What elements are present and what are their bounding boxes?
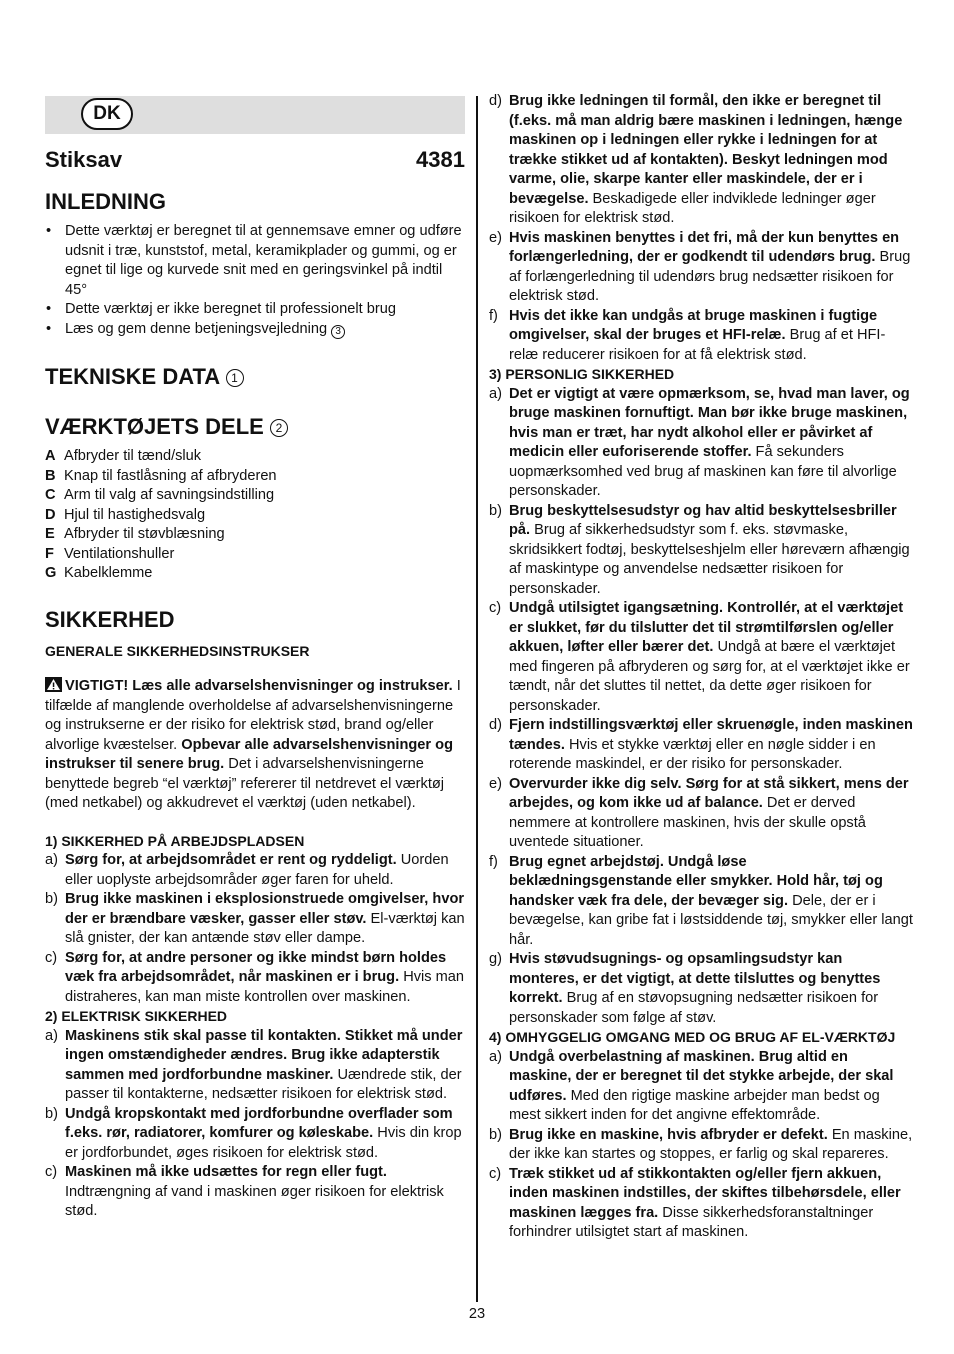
item-label: c): [45, 949, 58, 966]
safety-item: [489, 385, 913, 502]
list-item: F Ventilationshuller: [45, 545, 175, 562]
item-text: Hvis maskinen benyttes i det fri, må der kun benyttes en forlængerledning, der er godkendt til udendørs brug. Brug af forlængerledning til udendørs brug nedsætter risikoen for elektrisk stød.: [509, 229, 911, 304]
electrical-continued: [489, 92, 913, 365]
item-label: a): [45, 852, 58, 868]
item-label: d): [489, 93, 502, 109]
item-label: b): [489, 1126, 502, 1143]
subheading-general: GENERALE SIKKERHEDSINSTRUKSER: [45, 642, 310, 659]
column-divider: [476, 96, 478, 1302]
safety-item: [489, 775, 913, 853]
safety-item: [489, 1048, 913, 1126]
item-text: Maskinens stik skal passe til kontakten. Stikket må under ingen omstændigheder ændres. Brug ikke adapterstik sammen med jordforbundne maskiner. Uændrede stik, der passer til kontakterne, nedsætter risikoen for elektrisk stød.: [65, 1027, 463, 1102]
left-safety-sections: [45, 832, 465, 1222]
safety-item: [489, 853, 913, 951]
safety-item: [489, 229, 913, 307]
list-item: A Afbryder til tænd/sluk: [45, 448, 202, 464]
right-safety-sections: [489, 365, 913, 1243]
page-number: 23: [468, 1306, 486, 1322]
figure-ref: 3: [331, 325, 345, 339]
section-heading: 4) OMHYGGELIG OMGANG MED OG BRUG AF EL-VÆRKTØJ: [489, 1029, 896, 1045]
item-label: c): [489, 1165, 502, 1182]
list-item: G Kabelklemme: [45, 565, 153, 581]
item-text: Brug ikke maskinen i eksplosionstruede omgivelser, hvor der er brændbare væsker, gasser eller støv. El-værktøj kan slå gnister, der kan antænde støv eller dampe.: [65, 891, 465, 946]
language-badge: DK: [81, 98, 133, 130]
safety-item: [489, 1126, 913, 1165]
item-text: Brug ikke en maskine, hvis afbryder er defekt. En maskine, der ikke kan startes og stoppes, er farlig og skal repareres.: [509, 1126, 913, 1162]
safety-item: [45, 1105, 465, 1164]
item-label: f): [489, 307, 498, 324]
item-label: e): [489, 229, 502, 246]
item-text: Undgå utilsigtet igangsætning. Kontrollér, at el værktøjet er slukket, før du tilslutter det til strømtilførslen og/eller akkuen, løfter eller bærer det. Undgå at bære el værktøjet med fingeren på afbryderen og sørg for, at el værktøjet ikke er tændt, når det sluttes til nettet, da dette øger risikoen for personskader.: [509, 600, 910, 714]
list-item: D Hjul til hastighedsvalg: [45, 506, 206, 523]
section-heading: 3) PERSONLIG SIKKERHED: [489, 366, 675, 382]
list-item: • Dette værktøj er beregnet til at gennemsave emner og udføre udsnit i træ, kunststof, metal, keramikplader og gummi, og er egnet til lige og kurvede snit med en geringsvinkel på indtil 45°: [45, 222, 465, 300]
item-text: Træk stikket ud af stikkontakten og/eller fjern akkuen, inden maskinen indstilles, der skiftes tilbehørsdele, eller maskinen lægges fra. Disse sikkerhedsforanstaltninger forhindrer utilsigtet start af maskinen.: [509, 1165, 901, 1240]
item-label: a): [489, 1048, 502, 1065]
list-item: C Arm til valg af savningsindstilling: [45, 487, 275, 503]
section-heading: 2) ELEKTRISK SIKKERHED: [45, 1008, 228, 1024]
item-label: b): [45, 1105, 58, 1122]
item-text: Maskinen må ikke udsættes for regn eller fugt. Indtrængning af vand i maskinen øger risikoen for elektrisk stød.: [65, 1164, 444, 1219]
item-label: g): [489, 951, 502, 967]
product-name: Stiksav: [45, 147, 123, 172]
left-column: [45, 96, 465, 1222]
heading-dele: VÆRKTØJETS DELE 2: [45, 413, 465, 441]
list-item: • Læs og gem denne betjeningsvejledning 3: [45, 320, 465, 340]
safety-item: [489, 950, 913, 1028]
language-bar: [45, 96, 465, 134]
safety-item: [489, 502, 913, 600]
item-text: Brug ikke ledningen til formål, den ikke er beregnet til (f.eks. må man aldrig bære maskinen i ledningen, hænge maskinen op i ledningen eller rykke i ledningen for at trække stikket ud af kontakten). Beskyt ledningen mod varme, olie, skarpe kanter eller maskindele, der er i bevægelse. Beskadigede eller indviklede ledninger øger risikoen for elektrisk stød.: [509, 93, 903, 226]
item-text: Hvis støvudsugnings- og opsamlingsudstyr kan monteres, er det vigtigt, at dette tilsluttes og benyttes korrekt. Brug af en støvopsugning nedsætter risikoen for personskader som følge af støv.: [509, 951, 881, 1026]
section-heading: 1) SIKKERHED PÅ ARBEJDSPLADSEN: [45, 832, 305, 849]
item-text: Brug egnet arbejdstøj. Undgå løse beklædningsgenstande eller smykker. Hold hår, tøj og handsker væk fra dele, der bevæger sig. Dele, der er i bevægelse, kan gribe fat i løstsiddende tøj, smykker eller langt hår.: [509, 853, 913, 948]
safety-item: [45, 949, 465, 1008]
item-label: a): [45, 1027, 58, 1044]
list-item: • Dette værktøj er ikke beregnet til professionelt brug: [45, 300, 465, 320]
heading-sikkerhed: SIKKERHED: [45, 606, 175, 632]
item-label: d): [489, 717, 502, 733]
item-label: c): [45, 1164, 58, 1180]
item-label: b): [489, 502, 502, 519]
item-text: Det er vigtigt at være opmærksom, se, hvad man laver, og bruge maskinen fornuftigt. Man bør ikke bruge maskinen, hvis man er træt, har nydt alkohol eller er påvirket af medicin eller euforiserende stoffer. Få sekunders uopmærksomhed ved brug af maskinen kan føre til alvorlige personskader.: [509, 385, 910, 499]
figure-ref: 2: [270, 419, 288, 437]
safety-item: [489, 716, 913, 775]
item-text: Hvis det ikke kan undgås at bruge maskinen i fugtige omgivelser, skal der bruges et HFI-relæ. Brug af et HFI-relæ reducerer risikoen for at få elektrisk stød.: [509, 307, 886, 363]
item-text: Sørg for, at andre personer og ikke mindst børn holdes væk fra arbejdsområdet, når maskinen er i brug. Hvis man distraheres, kan man miste kontrollen over maskinen.: [65, 949, 465, 1005]
item-text: Overvurder ikke dig selv. Sørg for at stå sikkert, mens der arbejdes, og kom ikke ud af balance. Det er derved nemmere at kontrollere maskinen, hvis der skulle opstå uventede situationer.: [509, 775, 909, 850]
safety-item: [45, 1027, 465, 1105]
list-item: E Afbryder til støvblæsning: [45, 526, 225, 542]
item-text: Undgå overbelastning af maskinen. Brug altid en maskine, der er beregnet til det stykke arbejde, der skal udføres. Med den rigtige maskine arbejder man bedst og mest sikkert inden for det angivne effektområde.: [509, 1048, 894, 1123]
heading-inledning: INLEDNING: [45, 189, 166, 214]
item-label: e): [489, 775, 502, 792]
warning-icon: [45, 677, 62, 692]
item-label: c): [489, 600, 502, 616]
item-label: f): [489, 853, 498, 870]
item-text: Fjern indstillingsværktøj eller skruenøgle, inden maskinen tændes. Hvis et stykke værktøj eller en nøgle sidder i en roterende maskindel, er der risiko for personskader.: [509, 717, 913, 772]
safety-item: [45, 851, 465, 890]
safety-item: [45, 890, 465, 949]
list-item: B Knap til fastlåsning af afbryderen: [45, 467, 277, 484]
warning-paragraph: VIGTIGT! Læs alle advarselshenvisninger og instrukser. I tilfælde af manglende overholdelse af advarselshenvisningerne og instrukserne er der risiko for elektrisk stød, brand og/eller alvorlige kvæstelser. Opbevar alle advarselshenvisninger og instrukser til senere brug. Det i advarselshenvisningerne benyttede begreb “el værktøj” refererer til netdrevet el værktøj (med netkabel) og akkudrevet el værktøj (uden netkabel).: [45, 678, 461, 811]
safety-item: [489, 599, 913, 716]
product-model: 4381: [416, 147, 465, 172]
heading-tekniske-data: TEKNISKE DATA 1: [45, 363, 465, 391]
item-text: Undgå kropskontakt med jordforbundne overflader som f.eks. rør, radiatorer, komfurer og køleskabe. Hvis din krop er jordforbundet, øges risikoen for elektrisk stød.: [65, 1105, 462, 1161]
item-label: b): [45, 891, 58, 907]
safety-item: [45, 1163, 465, 1222]
safety-item: [489, 92, 913, 229]
safety-item: [489, 307, 913, 366]
safety-item: [489, 1165, 913, 1243]
figure-ref: 1: [226, 369, 244, 387]
inledning-list: [45, 222, 465, 339]
item-text: Brug beskyttelsesudstyr og hav altid beskyttelsesbriller på. Brug af sikkerhedsudstyr som f. eks. støvmaske, skridsikkert fodtøj, beskyttelseshjelm eller høreværn afhængig af maskintype og anvendelse nedsætter risikoen for personskader.: [509, 502, 910, 597]
item-text: Sørg for, at arbejdsområdet er rent og ryddeligt. Uorden eller uoplyste arbejdsområder øger faren for uheld.: [65, 852, 449, 888]
right-column: [489, 92, 913, 1243]
product-title: [45, 146, 465, 174]
item-label: a): [489, 385, 502, 402]
parts-list: [45, 447, 465, 584]
